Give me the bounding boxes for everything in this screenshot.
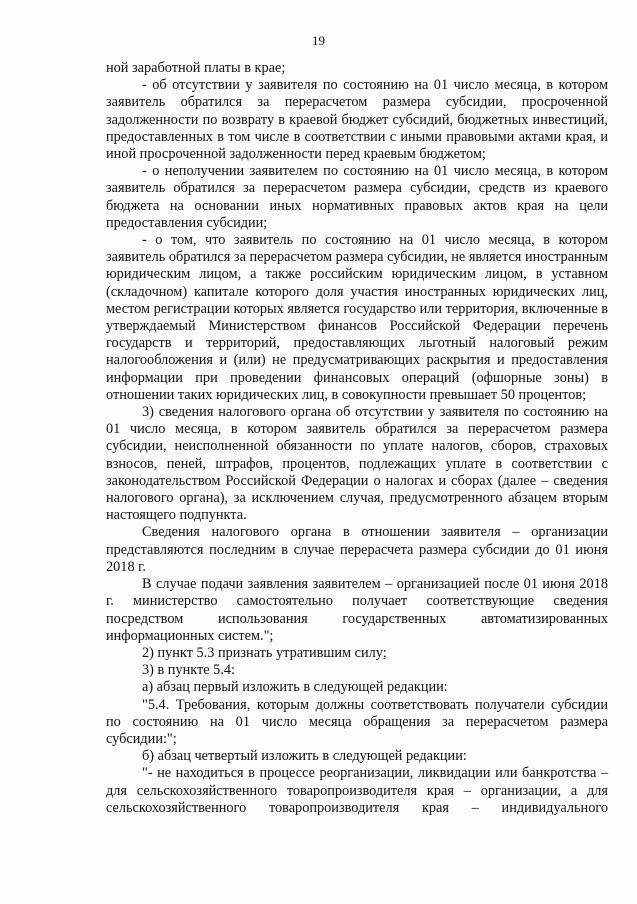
paragraph: 2) пункт 5.3 признать утратившим силу; (142, 644, 387, 661)
paragraph: 3) в пункте 5.4: (142, 662, 236, 679)
paragraph: ной заработной платы в крае; (106, 60, 286, 76)
document-body (106, 60, 608, 817)
paragraph: - о неполучении заявителем по состоянию на 01 число месяца, в котором заявитель обратился за перерасчетом размера субсидии, средств из краевого бюджета на основании иных нормативных правовых актов края на цели предоставления субсидии; (106, 163, 608, 231)
paragraph: б) абзац четвертый изложить в следующей редакции: (142, 748, 467, 765)
paragraph: В случае подачи заявления заявителем – организацией после 01 июня 2018 г. министерство самостоятельно получает соответствующие сведения посредством использования государственных автоматизированных информационных систем."; (106, 576, 608, 644)
page-number: 19 (312, 33, 325, 48)
paragraph: 3) сведения налогового органа об отсутствии у заявителя по состоянию на 01 число месяца, в котором заявитель обратился за перерасчетом размера субсидии, неисполненной обязанности по уплате налогов, сборов, страховых взносов, пеней, штрафов, процентов, подлежащих уплате в соответствии с законодательством Российской Федерации о налогах и сборах (далее – сведения налогового органа), за исключением случая, предусмотренного абзацем вторым настоящего подпункта. (106, 404, 608, 524)
paragraph: - об отсутствии у заявителя по состоянию на 01 число месяца, в котором заявитель обратился за перерасчетом размера субсидии, просроченной задолженности по возврату в краевой бюджет субсидий, бюджетных инвестиций, предоставленных в том числе в соответствии с иными правовыми актами края, и иной просроченной задолженности перед краевым бюджетом; (106, 77, 608, 163)
paragraph: "- не находиться в процессе реорганизации, ликвидации или банкротства – для сельскохозяйственного товаропроизводителя края – организации, а для сельскохозяйственного товаропроизводителя края – индивидуального (106, 765, 608, 816)
paragraph: - о том, что заявитель по состоянию на 01 число месяца, в котором заявитель обратился за перерасчетом размера субсидии, не является иностранным юридическим лицом, а также российским юридическим лицом, в уставном (складочном) капитале которого доля участия иностранных юридических лиц, местом регистрации которых является государство или территория, включенные в утверждаемый Министерством финансов Российской Федерации перечень государств и территорий, предоставляющих льготный налоговый режим налогообложения и (или) не предусматривающих раскрытия и предоставления информации при проведении финансовых операций (офшорные зоны) в отношении таких юридических лиц, в совокупности превышает 50 процентов; (106, 232, 608, 403)
paragraph: а) абзац первый изложить в следующей редакции: (142, 679, 448, 696)
paragraph: Сведения налогового органа в отношении заявителя – организации представляются последним в случае перерасчета размера субсидии до 01 июня 2018 г. (106, 524, 608, 575)
paragraph: "5.4. Требования, которым должны соответствовать получатели субсидии по состоянию на 01 число месяца обращения за перерасчетом размера субсидии:"; (106, 696, 608, 747)
